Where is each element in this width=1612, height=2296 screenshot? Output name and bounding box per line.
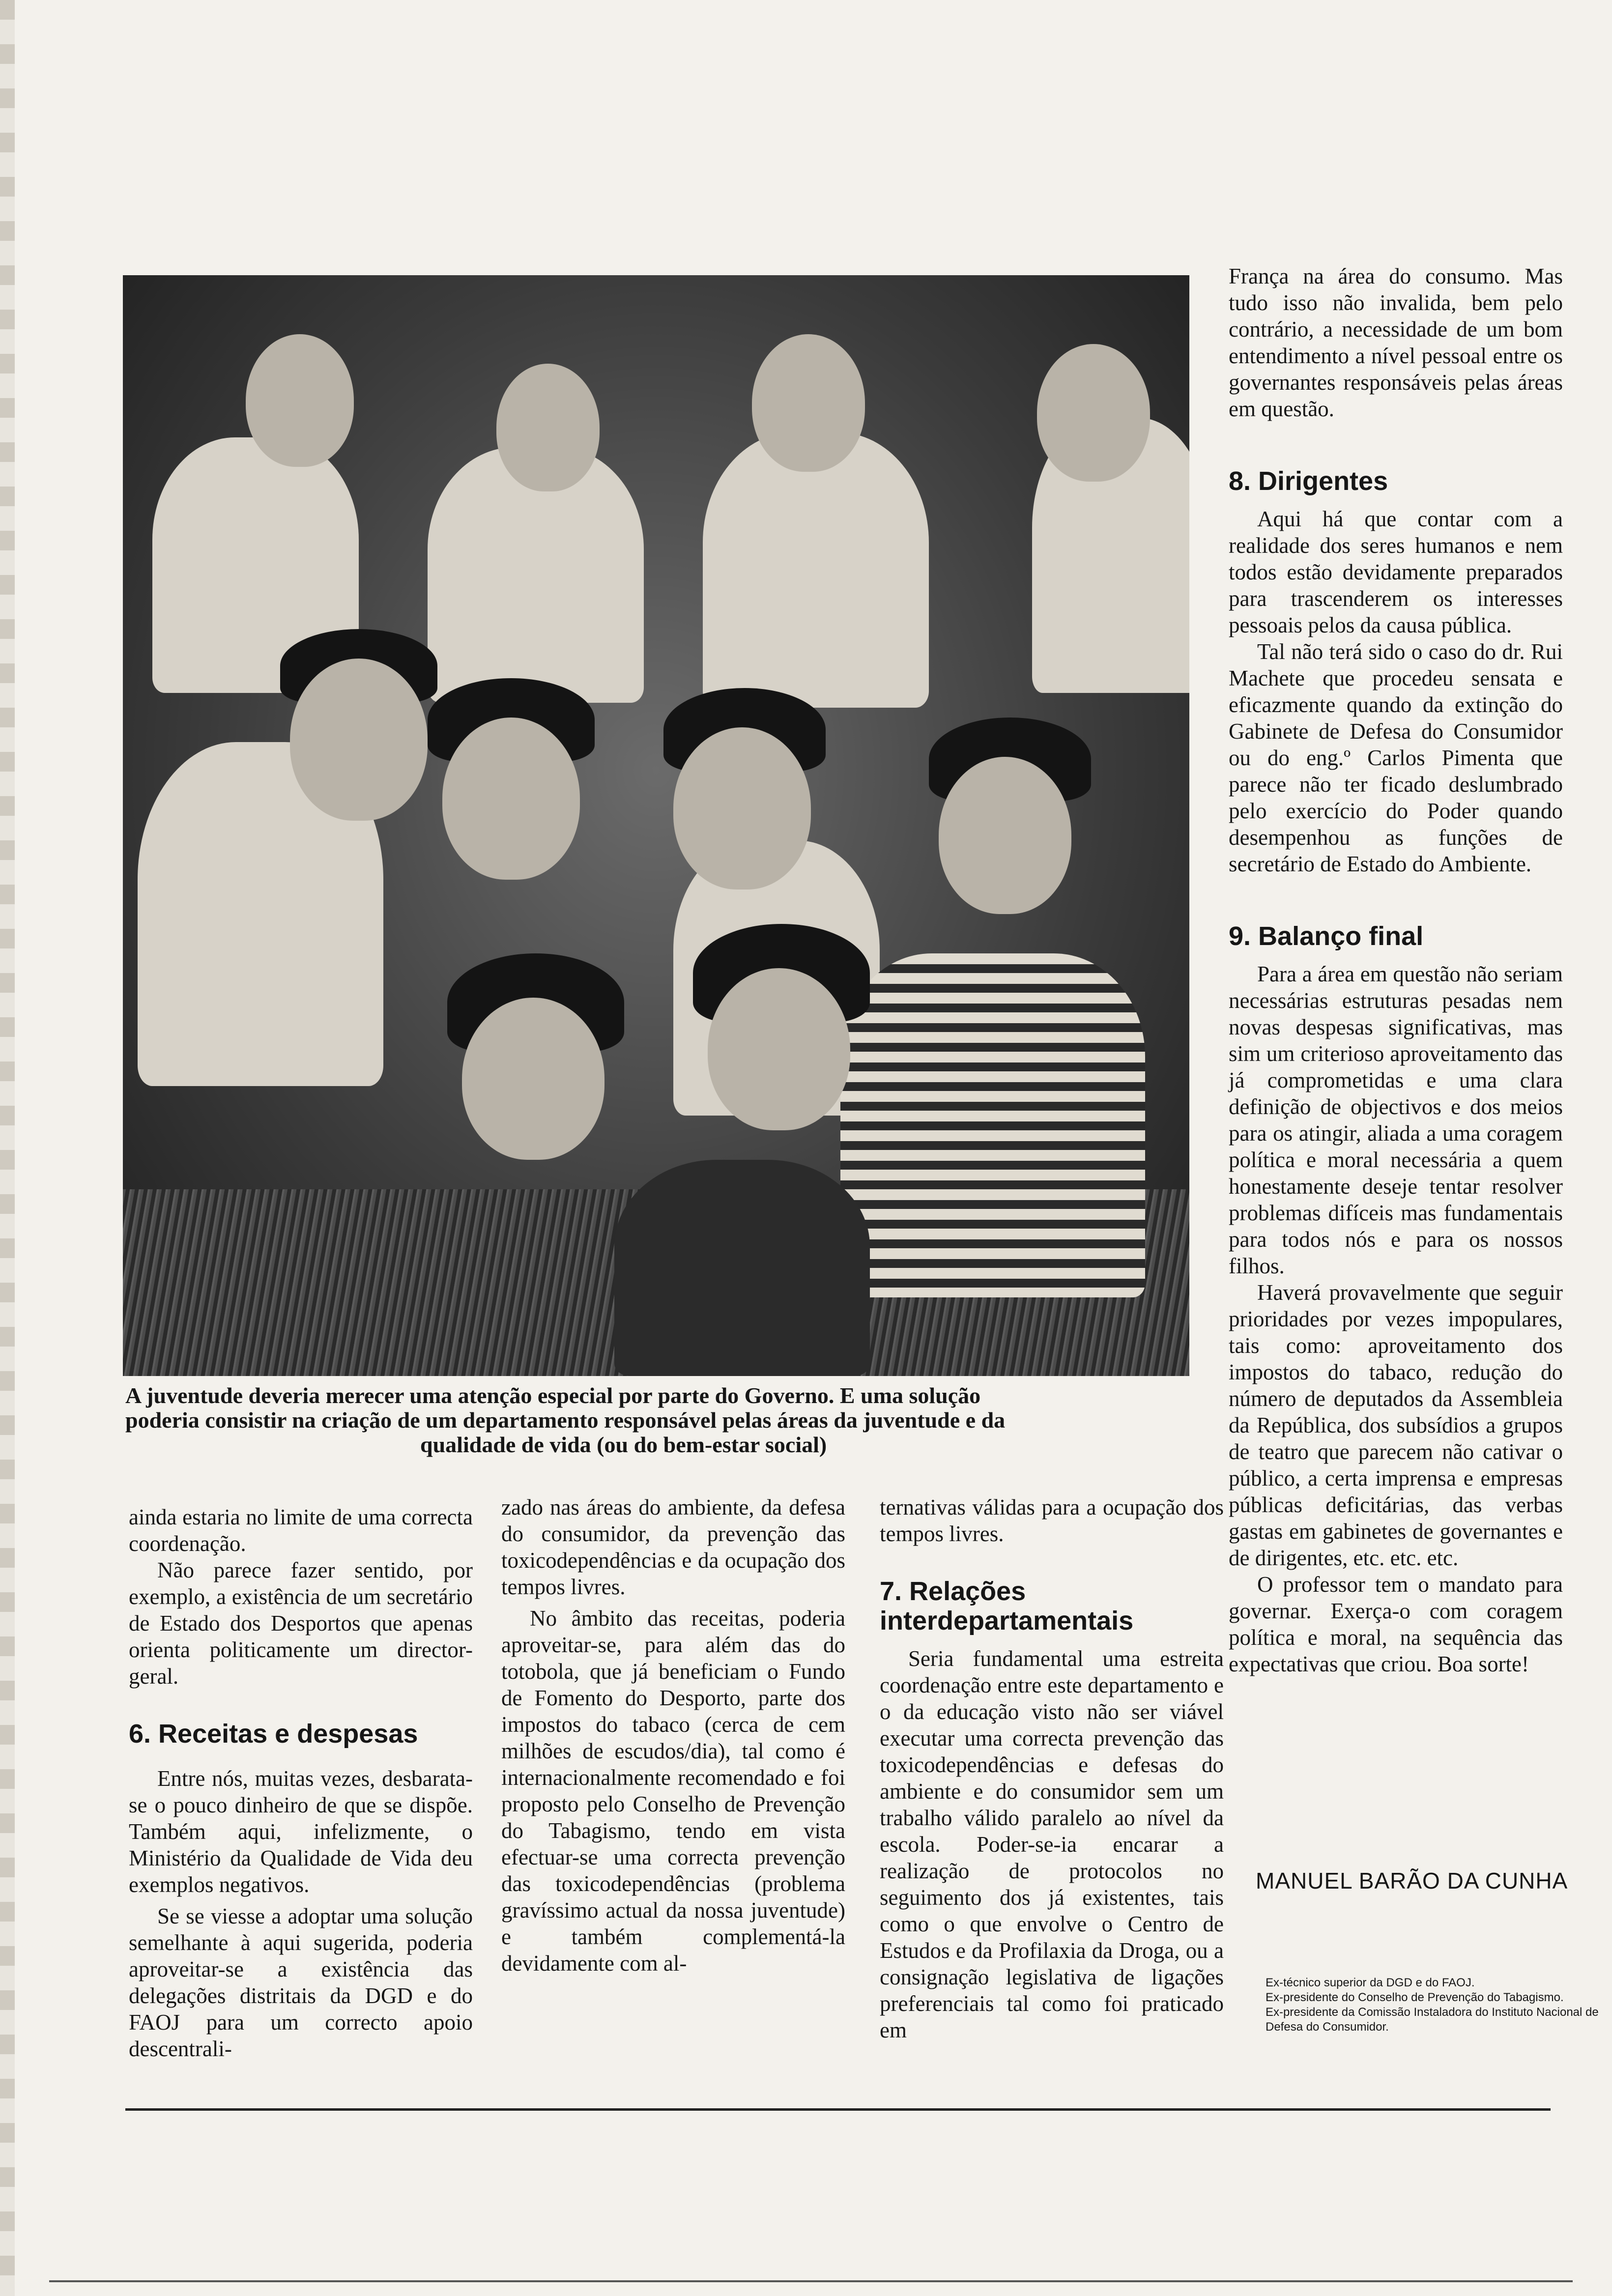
- paragraph: Seria fundamental uma estreita coordenação entre este departamento e o da educação visto não ser viável executar uma correcta prevenção das toxicodependências e defesas do ambiente e do consumidor sem um trabalho válido paralelo ao nível da escola. Poder-se-ia encarar a realização de protocolos no seguimento dos já existentes, tais como o que envolve o Centro de Estudos e da Profilaxia da Droga, ou a consignação legislativa de ligações preferenciais tal como foi praticado em: [880, 1646, 1224, 2042]
- photo-face: [708, 968, 850, 1130]
- column-3: [880, 1494, 1224, 2043]
- section-heading-9: 9. Balanço final: [1229, 921, 1424, 951]
- paragraph: Para a área em questão não seriam necessárias estruturas pesadas nem novas despesas significativas, mas sim um criterioso aproveitamento das já comprometidas e uma clara definição de objectivos e dos meios para os atingir, aliada a uma coragem política e moral necessária a quem honestamente deseje tentar resolver problemas difíceis mas fundamentais para todos nós e para os nossos filhos.: [1229, 962, 1563, 1278]
- photo-caption: [125, 1383, 1192, 1457]
- paragraph: O professor tem o mandato para governar. Exerça-o com coragem política e moral, na sequência das expectativas que criou. Boa sorte!: [1229, 1572, 1563, 1676]
- author-credit: Ex-presidente da Comissão Instaladora do Instituto Nacional de Defesa do Consumidor.: [1266, 2006, 1599, 2034]
- column-1: [129, 1504, 473, 2062]
- caption-line-2: poderia consistir na criação de um departamento responsável pelas áreas da juventude e da: [125, 1407, 1006, 1433]
- page-bottom-edge: [49, 2280, 1573, 2282]
- paragraph: No âmbito das receitas, poderia aproveitar-se, para além das do totobola, que já beneficiam o Fundo de Fomento do Desporto, parte dos impostos do tabaco (cerca de cem milhões de escudos/dia), tal como é internacionalmente recomendado e foi proposto pelo Conselho de Prevenção do Tabagismo, tendo em vista efectuar-se uma correcta prevenção das toxicodependências (problema gravíssimo actual da nossa juventude) e também complementá-la devidamente com al-: [501, 1606, 845, 1976]
- photo-face: [290, 659, 428, 821]
- photo-face: [442, 718, 580, 880]
- paragraph: França na área do consumo. Mas tudo isso não invalida, bem pelo contrário, a necessidade de um bom entendimento a nível pessoal entre os governantes responsáveis pelas áreas em questão.: [1229, 264, 1563, 421]
- photo-face: [752, 334, 865, 472]
- photo-face: [496, 364, 600, 491]
- photo-face: [462, 998, 604, 1160]
- paragraph: Se se viesse a adoptar uma solução semelhante à aqui sugerida, poderia aproveitar-se a existência das delegações distritais da DGD e do FAOJ para um correcto apoio descentrali-: [129, 1904, 473, 2061]
- section-heading-7-cont: interdepartamentais: [880, 1606, 1134, 1636]
- photo-person: [703, 432, 929, 708]
- author-credit: Ex-técnico superior da DGD e do FAOJ.: [1266, 1976, 1475, 1989]
- section-heading-6: 6. Receitas e despesas: [129, 1719, 418, 1749]
- column-2: [501, 1494, 845, 1977]
- paragraph: Tal não terá sido o caso do dr. Rui Machete que procedeu sensata e eficazmente quando da extinção do Gabinete de Defesa do Consumidor ou do eng.º Carlos Pimenta que parece não ter ficado deslumbrado pelo exercício do Poder quando desempenhou as funções de secretário de Estado do Ambiente.: [1229, 639, 1563, 876]
- author-credit: Ex-presidente do Conselho de Prevenção do Tabagismo.: [1266, 1991, 1564, 2004]
- group-photo: [123, 275, 1189, 1376]
- paragraph: Aqui há que contar com a realidade dos seres humanos e nem todos estão devidamente preparados para trascenderem os interesses pessoais pelos da causa pública.: [1229, 507, 1563, 637]
- scan-edge: [0, 0, 15, 2296]
- bottom-rule: [125, 2108, 1551, 2111]
- section-heading-7: 7. Relações: [880, 1577, 1026, 1606]
- photo-person-striped-shirt: [840, 953, 1145, 1297]
- column-4: [1229, 263, 1563, 1677]
- paragraph: zado nas áreas do ambiente, da defesa do consumidor, da prevenção das toxicodependências e da ocupação dos tempos livres.: [501, 1495, 845, 1599]
- photo-sign: [614, 1160, 870, 1376]
- paragraph: Entre nós, muitas vezes, desbarata-se o pouco dinheiro de que se dispõe. Também aqui, infelizmente, o Ministério da Qualidade de Vida deu exemplos negativos.: [129, 1766, 473, 1897]
- author-name: MANUEL BARÃO DA CUNHA: [1256, 1868, 1568, 1894]
- caption-line-3: qualidade de vida (ou do bem-estar social): [420, 1432, 827, 1457]
- photo-face: [673, 727, 811, 890]
- photo-face: [246, 334, 354, 467]
- paragraph: ainda estaria no limite de uma correcta coordenação.: [129, 1505, 473, 1556]
- paragraph: ternativas válidas para a ocupação dos tempos livres.: [880, 1495, 1224, 1546]
- caption-line-1: A juventude deveria merecer uma atenção especial por parte do Governo. E uma solução: [125, 1383, 981, 1408]
- paragraph: Haverá provavelmente que seguir prioridades por vezes impopulares, tais como: aproveitamento dos impostos do tabaco, redução do número de deputados da Assembleia da República, dos subsídios a grupos de teatro que parecem não cativar o público, a certa imprensa e empresas públicas deficitárias, das verbas gastas em gabinetes de governantes e de dirigentes, etc. etc. etc.: [1229, 1280, 1563, 1570]
- photo-face: [939, 757, 1071, 914]
- author-credits: [1266, 1976, 1610, 2035]
- photo-face: [1037, 344, 1150, 482]
- section-heading-8: 8. Dirigentes: [1229, 466, 1388, 496]
- paragraph: Não parece fazer sentido, por exemplo, a existência de um secretário de Estado dos Desportos que apenas orienta politicamente um director-geral.: [129, 1558, 473, 1689]
